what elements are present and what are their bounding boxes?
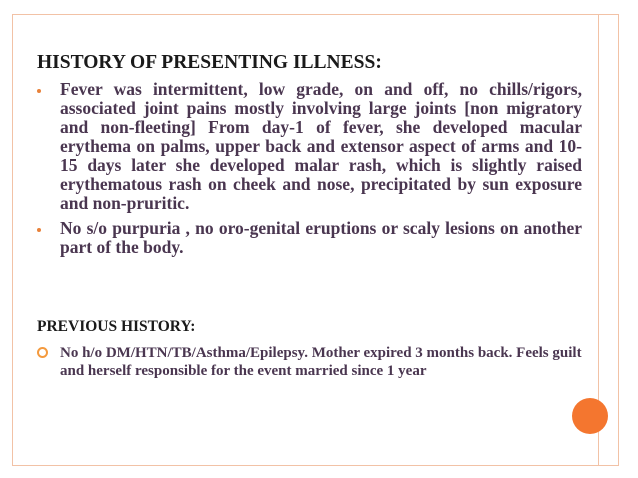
history-bullet-list bbox=[37, 80, 582, 263]
history-bullet-item-purpuria bbox=[37, 219, 582, 257]
history-of-presenting-illness-heading: HISTORY OF PRESENTING ILLNESS: bbox=[37, 52, 382, 73]
previous-history-text: No h/o DM/HTN/TB/Asthma/Epilepsy. Mother expired 3 months back. Feels guilt and herself responsible for the event married since 1 year bbox=[60, 345, 582, 379]
history-bullet-text: Fever was intermittent, low grade, on and off, no chills/rigors, associated joint pains mostly involving large joints [non migratory and non-fleeting] From day-1 of fever, she developed macular erythema on palms, upper back and extensor aspect of arms and 10-15 days later she developed malar rash, which is slightly raised erythematous rash on cheek and nose, precipitated by sun exposure and non-pruritic. bbox=[60, 79, 582, 213]
ring-bullet-icon bbox=[37, 347, 48, 358]
history-bullet-item-fever bbox=[37, 80, 582, 213]
bullet-dot-icon bbox=[37, 89, 41, 93]
previous-history-item bbox=[37, 345, 590, 380]
bullet-dot-icon bbox=[37, 228, 41, 232]
orange-circle-decoration bbox=[572, 398, 608, 434]
history-bullet-text: No s/o purpuria , no oro-genital eruptions or scaly lesions on another part of the body. bbox=[60, 218, 582, 257]
right-divider-line bbox=[598, 14, 599, 466]
previous-history-heading: PREVIOUS HISTORY: bbox=[37, 318, 196, 335]
